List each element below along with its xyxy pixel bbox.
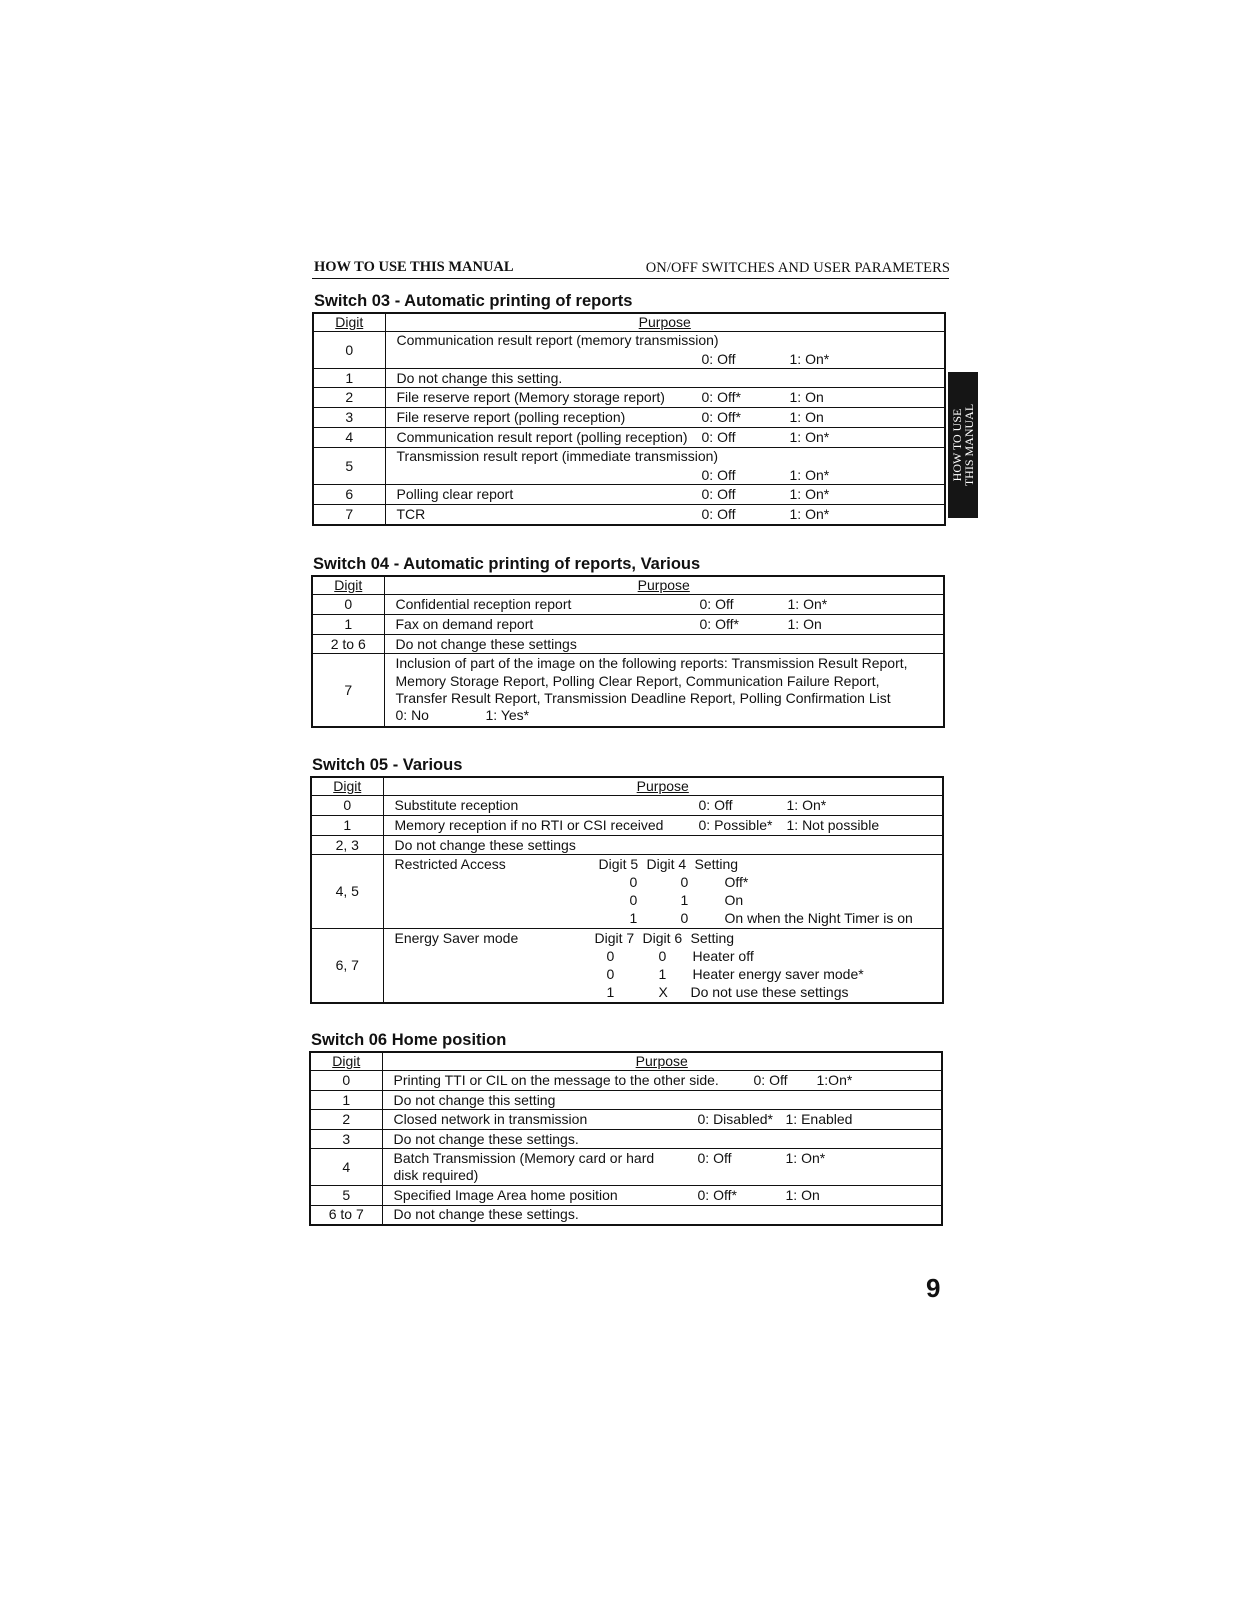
digit-cell: 2 to 6 bbox=[312, 635, 384, 654]
digit-cell: 3 bbox=[310, 1130, 382, 1149]
purpose-cell: Do not change this setting bbox=[382, 1091, 942, 1110]
purpose-cell: Transmission result report (immediate transmission) 0: Off 1: On* bbox=[385, 448, 945, 485]
purpose-cell: Polling clear report 0: Off 1: On* bbox=[385, 485, 945, 505]
digit-cell: 2 bbox=[313, 388, 385, 408]
digit-cell: 2, 3 bbox=[311, 836, 383, 855]
digit-cell: 6 bbox=[313, 485, 385, 505]
digit-cell: 1 bbox=[311, 816, 383, 836]
purpose-column-header: Purpose bbox=[384, 576, 944, 595]
section-side-tab bbox=[948, 372, 978, 518]
purpose-cell: Confidential reception report 0: Off 1: On* bbox=[384, 595, 944, 615]
purpose-column-header: Purpose bbox=[385, 313, 945, 332]
purpose-cell: File reserve report (Memory storage report) 0: Off* 1: On bbox=[385, 388, 945, 408]
running-header-right: ON/OFF SWITCHES AND USER PARAMETERS bbox=[645, 260, 950, 276]
digit-cell: 7 bbox=[312, 654, 384, 728]
switch-04-table bbox=[311, 575, 945, 728]
switch-04-section bbox=[311, 554, 945, 728]
purpose-cell: Do not change these settings bbox=[384, 635, 944, 654]
switch-05-table bbox=[310, 776, 944, 1004]
purpose-cell: Do not change these settings. bbox=[382, 1206, 942, 1225]
purpose-cell: Do not change these settings bbox=[383, 836, 943, 855]
purpose-cell: Communication result report (polling reception) 0: Off 1: On* bbox=[385, 428, 945, 448]
purpose-cell: Restricted Access Digit 5 Digit 4 Setting 0 0 Off* 0 1 On 1 0 On when the Night Timer is on bbox=[383, 855, 943, 929]
switch-04-title: Switch 04 - Automatic printing of reports, Various bbox=[313, 555, 701, 573]
purpose-cell: Specified Image Area home position 0: Off* 1: On bbox=[382, 1186, 942, 1206]
purpose-cell: Memory reception if no RTI or CSI received 0: Possible* 1: Not possible bbox=[383, 816, 943, 836]
purpose-cell: Batch Transmission (Memory card or hard disk required) 0: Off 1: On* bbox=[382, 1149, 942, 1186]
digit-cell: 0 bbox=[310, 1071, 382, 1091]
digit-cell: 0 bbox=[313, 332, 385, 369]
digit-cell: 7 bbox=[313, 505, 385, 526]
digit-cell: 4 bbox=[313, 428, 385, 448]
digit-cell: 4 bbox=[310, 1149, 382, 1186]
side-tab-line-2: THIS MANUAL bbox=[962, 403, 976, 487]
digit-cell: 1 bbox=[312, 615, 384, 635]
digit-cell: 4, 5 bbox=[311, 855, 383, 929]
header-rule bbox=[312, 278, 949, 279]
digit-cell: 5 bbox=[310, 1186, 382, 1206]
digit-column-header: Digit bbox=[312, 576, 384, 595]
page-number: 9 bbox=[926, 1273, 941, 1303]
switch-06-table bbox=[309, 1051, 943, 1226]
digit-cell: 2 bbox=[310, 1110, 382, 1130]
purpose-column-header: Purpose bbox=[383, 777, 943, 796]
switch-05-section bbox=[310, 755, 944, 1004]
purpose-cell: TCR 0: Off 1: On* bbox=[385, 505, 945, 526]
switch-06-title: Switch 06 Home position bbox=[311, 1031, 507, 1049]
digit-cell: 6, 7 bbox=[311, 929, 383, 1004]
switch-03-table bbox=[312, 312, 946, 526]
digit-column-header: Digit bbox=[313, 313, 385, 332]
digit-cell: 0 bbox=[312, 595, 384, 615]
switch-03-section bbox=[312, 291, 946, 526]
digit-column-header: Digit bbox=[310, 1052, 382, 1071]
side-tab-line-1: HOW TO USE bbox=[950, 408, 964, 482]
switch-03-title: Switch 03 - Automatic printing of reports bbox=[314, 292, 633, 310]
digit-cell: 5 bbox=[313, 448, 385, 485]
purpose-cell: Printing TTI or CIL on the message to the other side. 0: Off 1:On* bbox=[382, 1071, 942, 1091]
digit-column-header: Digit bbox=[311, 777, 383, 796]
purpose-cell: Inclusion of part of the image on the following reports: Transmission Result Report, Memory Storage Report, Polling Clear Report, Communication Failure Report, Transfer Result Report, Transmission Deadline Report, Polling Confirmation List 0: No 1: Yes* bbox=[384, 654, 944, 728]
running-header-left: HOW TO USE THIS MANUAL bbox=[314, 259, 514, 275]
purpose-cell: Closed network in transmission 0: Disabled* 1: Enabled bbox=[382, 1110, 942, 1130]
purpose-cell: Substitute reception 0: Off 1: On* bbox=[383, 796, 943, 816]
digit-cell: 1 bbox=[310, 1091, 382, 1110]
digit-cell: 0 bbox=[311, 796, 383, 816]
digit-cell: 3 bbox=[313, 408, 385, 428]
switch-05-title: Switch 05 - Various bbox=[312, 756, 463, 774]
digit-cell: 1 bbox=[313, 369, 385, 388]
purpose-cell: File reserve report (polling reception) 0: Off* 1: On bbox=[385, 408, 945, 428]
purpose-cell: Communication result report (memory transmission) 0: Off 1: On* bbox=[385, 332, 945, 369]
purpose-cell: Do not change this setting. bbox=[385, 369, 945, 388]
purpose-cell: Energy Saver mode Digit 7 Digit 6 Setting 0 0 Heater off 0 1 Heater energy saver mode* 1 X Do not use these settings bbox=[383, 929, 943, 1004]
switch-06-section bbox=[309, 1030, 943, 1226]
digit-cell: 6 to 7 bbox=[310, 1206, 382, 1225]
purpose-cell: Fax on demand report 0: Off* 1: On bbox=[384, 615, 944, 635]
purpose-cell: Do not change these settings. bbox=[382, 1130, 942, 1149]
purpose-column-header: Purpose bbox=[382, 1052, 942, 1071]
